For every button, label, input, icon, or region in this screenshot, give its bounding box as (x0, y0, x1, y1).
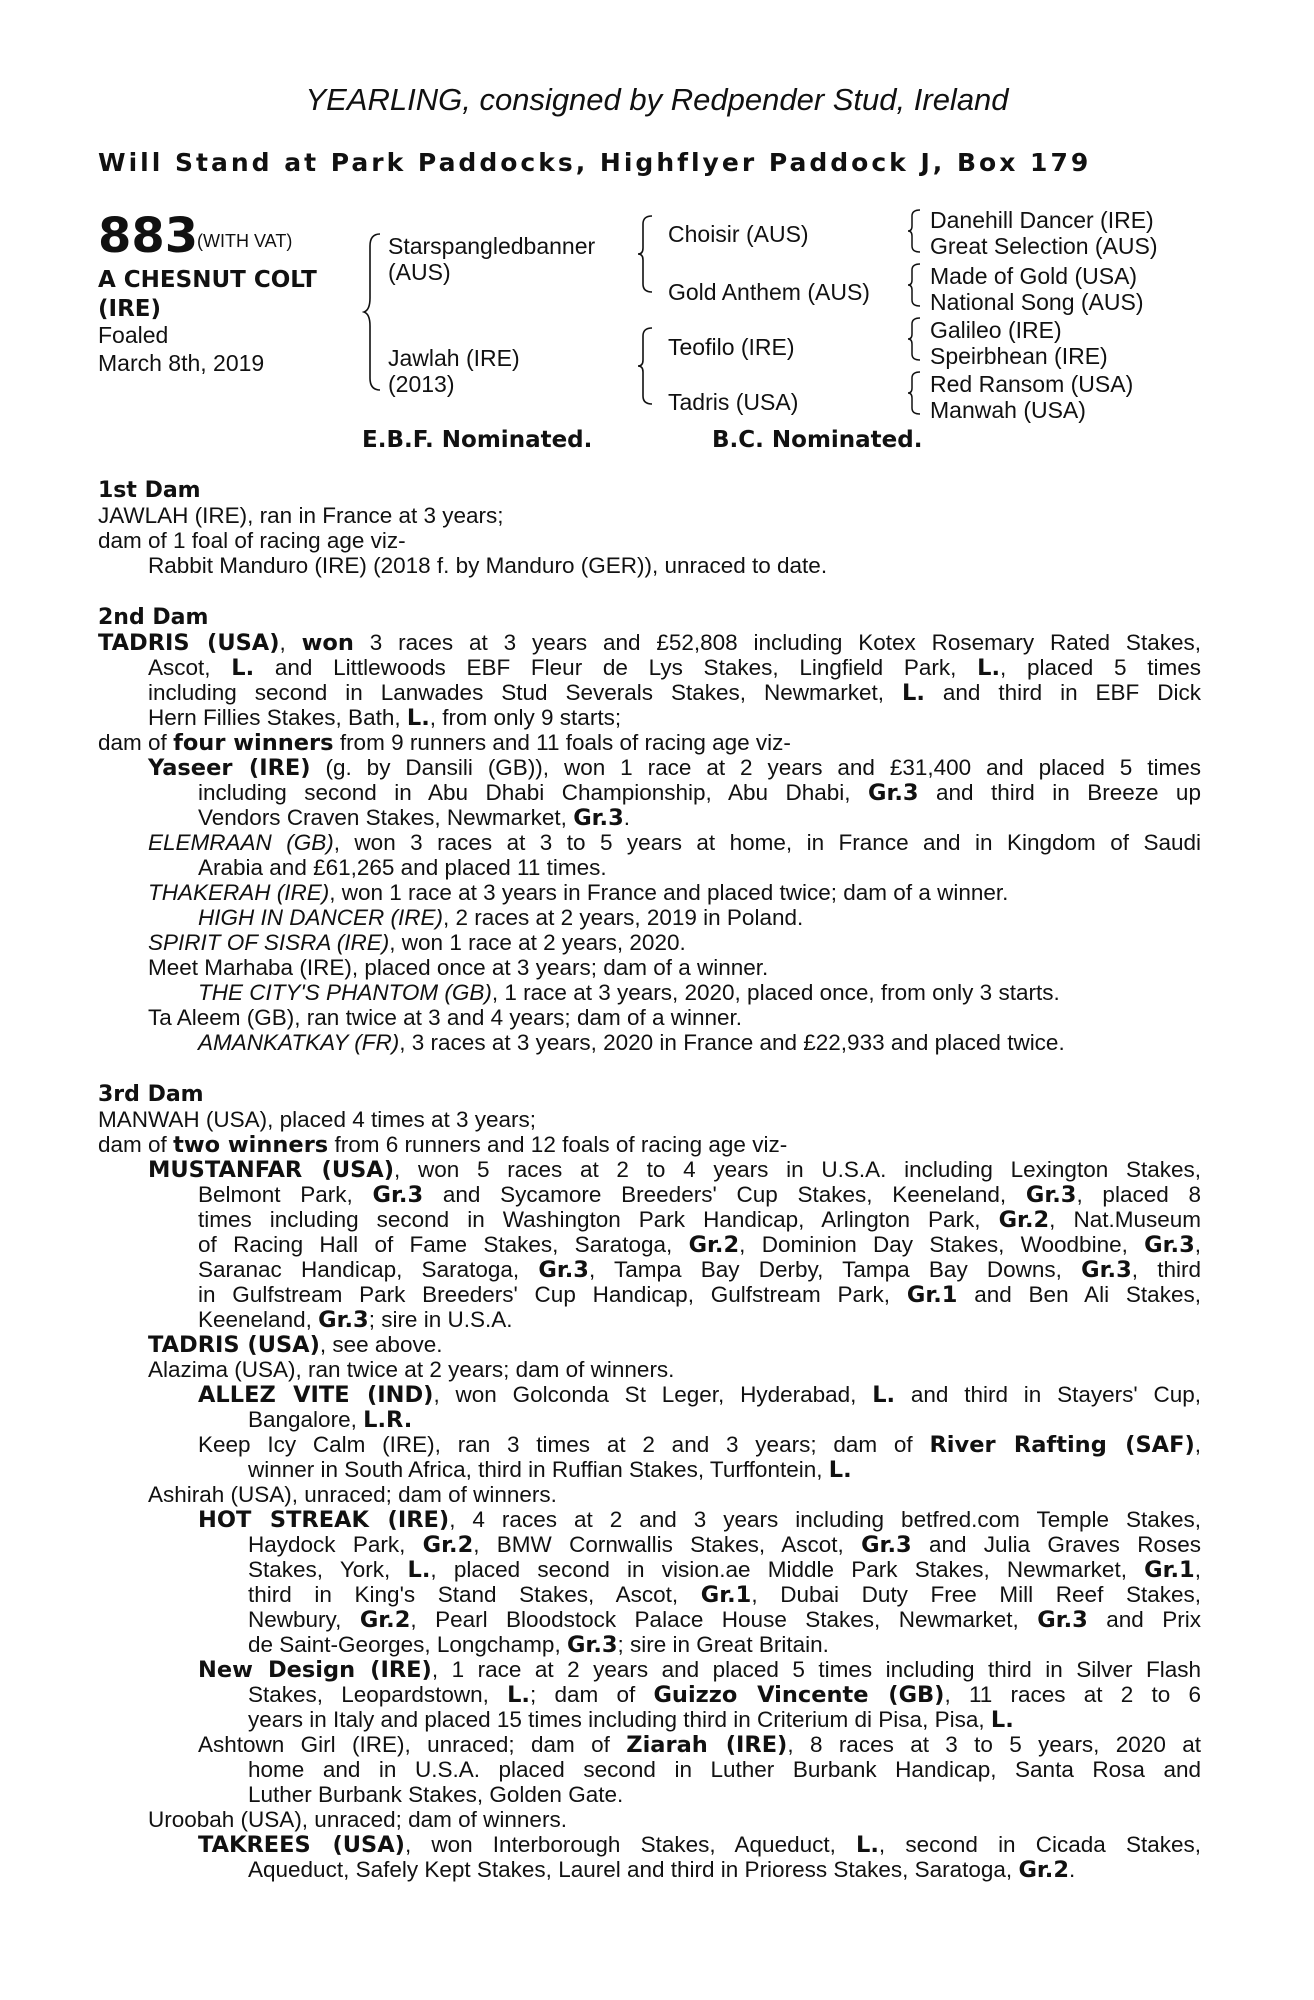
first-dam-heading: 1st Dam (98, 478, 201, 503)
text: , placed 5 times (1000, 655, 1201, 680)
produce-entry-cont (248, 1582, 1201, 1608)
text: 3 races at 3 years and £52,808 including Kotex Rosemary Rated Stakes, (369, 630, 1201, 655)
sire-name (388, 233, 595, 285)
third-dam-heading: 3rd Dam (98, 1082, 204, 1107)
produce-entry-cont: Luther Burbank Stakes, Golden Gate. (248, 1782, 624, 1807)
text: and Julia Graves Roses (928, 1532, 1201, 1557)
produce-entry: Ashirah (USA), unraced; dam of winners. (148, 1482, 557, 1507)
first-dam-produce: Rabbit Manduro (IRE) (2018 f. by Manduro (GER)), unraced to date. (148, 553, 828, 578)
produce-entry: Uroobah (USA), unraced; dam of winners. (148, 1807, 567, 1832)
grade: L. (231, 655, 255, 681)
lot-number: 883 (98, 208, 199, 264)
grade: Gr.3 (1025, 1182, 1077, 1208)
text: , Pearl Bloodstock Palace House Stakes, Newmarket, (410, 1607, 1019, 1632)
produce-entry (198, 1657, 1201, 1683)
text: Belmont Park, (198, 1182, 353, 1207)
winners-count: four winners (173, 730, 334, 756)
dam-name-line2: (2013) (388, 371, 455, 397)
horse-name: Yaseer (IRE) (148, 755, 311, 781)
grade: Gr.3 (1037, 1607, 1088, 1633)
great-grandsire-8: Manwah (USA) (930, 397, 1086, 423)
foaled-date: March 8th, 2019 (98, 350, 265, 376)
text: , won 1 race at 3 years in France and placed twice; dam of a winner. (329, 880, 1009, 905)
grade: Gr.2 (998, 1207, 1050, 1233)
text: Stakes, York, (248, 1557, 391, 1582)
text: Vendors Craven Stakes, Newmarket, (198, 805, 567, 830)
grade: Gr.2 (422, 1532, 474, 1558)
text: , won Interborough Stakes, Aqueduct, (404, 1832, 836, 1857)
grade: Gr.3 (372, 1182, 424, 1208)
sire-sire: Choisir (AUS) (668, 221, 809, 247)
horse-name: New Design (IRE) (198, 1657, 432, 1683)
horse-name: HIGH IN DANCER (IRE) (198, 905, 444, 930)
text: , 2 races at 2 years, 2019 in Poland. (443, 905, 804, 930)
great-grandsire-6: Speirbhean (IRE) (930, 343, 1108, 369)
grade: Gr.2 (359, 1607, 411, 1633)
text: . (623, 805, 631, 830)
text: de Saint-Georges, Longchamp, (248, 1632, 561, 1657)
produce-entry-cont (198, 1232, 1201, 1258)
pedigree-brace-1 (362, 232, 384, 392)
horse-name: MUSTANFAR (USA) (148, 1157, 394, 1183)
produce-entry (198, 1030, 1065, 1055)
grade: Gr.2 (688, 1232, 740, 1258)
horse-name: ALLEZ VITE (IND) (198, 1382, 434, 1408)
text: and third in EBF Dick (942, 680, 1202, 705)
text: dam of (98, 730, 167, 755)
dam-name-line1: Jawlah (IRE) (388, 345, 520, 371)
text: Aqueduct, Safely Kept Stakes, Laurel and third in Prioress Stakes, Saratoga, (248, 1857, 1013, 1882)
text: , Tampa Bay Derby, Tampa Bay Downs, (588, 1257, 1062, 1282)
text: , won 1 race at 2 years, 2020. (389, 930, 686, 955)
grade: L. (828, 1457, 852, 1483)
grade: Gr.1 (1144, 1557, 1195, 1583)
text: , from only 9 starts; (429, 705, 622, 730)
grade: L. (407, 1557, 431, 1583)
text: Newbury, (248, 1607, 342, 1632)
winners-count: two winners (173, 1132, 329, 1158)
text: , Dubai Duty Free Mill Reef Stakes, (751, 1582, 1201, 1607)
grade: L. (977, 655, 1000, 681)
produce-entry-cont (248, 1532, 1201, 1558)
text: years in Italy and placed 15 times including third in Criterium di Pisa, Pisa, (248, 1707, 985, 1732)
produce-entry-cont (248, 1707, 1014, 1733)
tadris-entry-line2 (148, 655, 1201, 681)
produce-entry (198, 980, 1060, 1005)
produce-entry-cont (248, 1682, 1201, 1708)
text: Ashtown Girl (IRE), unraced; dam of (198, 1732, 610, 1757)
produce-entry (148, 1332, 442, 1358)
text: Bangalore, (248, 1407, 357, 1432)
third-dam-line: MANWAH (USA), placed 4 times at 3 years; (98, 1107, 537, 1132)
grade: L. (902, 680, 925, 706)
stabling-location: Will Stand at Park Paddocks, Highflyer Paddock J, Box 179 (98, 148, 1092, 177)
dam-of-line (98, 1132, 787, 1158)
ebf-nominated: E.B.F. Nominated. (362, 427, 593, 453)
text: , 11 races at 2 to 6 (944, 1682, 1201, 1707)
text: , 1 race at 2 years and placed 5 times including third in Silver Flash (431, 1657, 1202, 1682)
produce-entry (198, 1382, 1201, 1408)
text: including second in Abu Dhabi Championship, Abu Dhabi, (198, 780, 851, 805)
produce-entry (148, 880, 1008, 905)
produce-entry (198, 1732, 1201, 1758)
text: Saranac Handicap, Saratoga, (198, 1257, 520, 1282)
grade: Gr.1 (906, 1282, 958, 1308)
horse-name: THAKERAH (IRE) (148, 880, 330, 905)
horse-name: ELEMRAAN (GB) (148, 830, 334, 855)
produce-entry (198, 1432, 1201, 1458)
produce-entry-cont (248, 1457, 852, 1483)
text: Stakes, Leopardstown, (248, 1682, 489, 1707)
text: , won 3 races at 3 to 5 years at home, in France and in Kingdom of Saudi (333, 830, 1201, 855)
grade: L.R. (363, 1407, 413, 1433)
horse-name: Ziarah (IRE) (626, 1732, 788, 1758)
text: and Littlewoods EBF Fleur de Lys Stakes, Lingfield Park, (274, 655, 957, 680)
text: and Ben Ali Stakes, (974, 1282, 1201, 1307)
text: and third in Stayers' Cup, (910, 1382, 1201, 1407)
great-grandsire-4: National Song (AUS) (930, 289, 1144, 315)
pedigree-brace-5 (906, 262, 924, 308)
produce-entry-cont (198, 805, 630, 831)
text: winner in South Africa, third in Ruffian Stakes, Turffontein, (248, 1457, 823, 1482)
grade: Gr.1 (700, 1582, 752, 1608)
grade: L. (406, 705, 430, 731)
text: Keeneland, (198, 1307, 312, 1332)
first-dam-line: dam of 1 foal of racing age viz- (98, 528, 406, 553)
produce-entry-cont: Arabia and £61,265 and placed 11 times. (198, 855, 607, 880)
horse-name: TADRIS (USA) (148, 1332, 320, 1358)
text: ; sire in U.S.A. (368, 1307, 513, 1332)
text: , won 5 races at 2 to 4 years in U.S.A. including Lexington Stakes, (394, 1157, 1201, 1182)
produce-entry (148, 930, 686, 955)
grade: Gr.3 (861, 1532, 912, 1558)
great-grandsire-3: Made of Gold (USA) (930, 263, 1138, 289)
text: including second in Lanwades Stud Severals Stakes, Newmarket, (148, 680, 885, 705)
text: Ascot, (148, 655, 211, 680)
text: and Prix (1106, 1607, 1201, 1632)
pedigree-brace-3 (636, 326, 656, 406)
horse-name: HOT STREAK (IRE) (198, 1507, 450, 1533)
text: , Nat.Museum (1049, 1207, 1201, 1232)
produce-entry-cont (248, 1407, 412, 1433)
text: , (1194, 1432, 1201, 1457)
text: , won Golconda St Leger, Hyderabad, (433, 1382, 857, 1407)
text: , third (1131, 1257, 1201, 1282)
grade: L. (856, 1832, 879, 1858)
great-grandsire-5: Galileo (IRE) (930, 317, 1062, 343)
text: ; dam of (529, 1682, 636, 1707)
produce-entry: Meet Marhaba (IRE), placed once at 3 years; dam of a winner. (148, 955, 769, 980)
pedigree-brace-6 (906, 316, 924, 362)
text: , Dominion Day Stakes, Woodbine, (739, 1232, 1128, 1257)
produce-entry (198, 905, 803, 930)
dam-dam: Tadris (USA) (668, 389, 799, 415)
foaled-label: Foaled (98, 322, 169, 348)
text: , 8 races at 3 to 5 years, 2020 at (787, 1732, 1201, 1757)
grade: Gr.3 (566, 1632, 618, 1658)
sire-name-line1: Starspangledbanner (388, 233, 596, 259)
tadris-entry-line1: TADRIS (USA), won 3 races at 3 years and £52,808 including Kotex Rosemary Rated Stakes, (98, 630, 1201, 656)
grade: L. (990, 1707, 1014, 1733)
horse-name: TADRIS (USA) (98, 630, 280, 656)
great-grandsire-2: Great Selection (AUS) (930, 233, 1158, 259)
tadris-entry-line3 (148, 680, 1201, 706)
pedigree-brace-2 (636, 214, 656, 294)
text: from 6 runners and 12 foals of racing age viz- (334, 1132, 788, 1157)
produce-entry (148, 755, 1201, 781)
produce-entry-cont (248, 1632, 829, 1658)
horse-name: Guizzo Vincente (GB) (653, 1682, 945, 1708)
text: and third in Breeze up (936, 780, 1201, 805)
produce-entry-cont: home and in U.S.A. placed second in Luther Burbank Handicap, Santa Rosa and (248, 1757, 1201, 1782)
sire-name-line2: (AUS) (388, 259, 451, 285)
horse-name: TAKREES (USA) (198, 1832, 405, 1858)
text: . (1069, 1857, 1076, 1882)
great-grandsire-1: Danehill Dancer (IRE) (930, 207, 1154, 233)
produce-entry-cont (198, 1282, 1201, 1308)
text: in Gulfstream Park Breeders' Cup Handicap, Gulfstream Park, (198, 1282, 891, 1307)
produce-entry-cont (248, 1607, 1201, 1633)
produce-entry (148, 1157, 1201, 1183)
produce-entry-cont (248, 1857, 1075, 1883)
text: , BMW Cornwallis Stakes, Ascot, (473, 1532, 844, 1557)
produce-entry-cont (248, 1557, 1201, 1583)
horse-name: AMANKATKAY (FR) (198, 1030, 400, 1055)
produce-entry (198, 1832, 1201, 1858)
grade: L. (872, 1382, 896, 1408)
text: (g. by Dansili (GB)), won 1 race at 2 years and £31,400 and placed 5 times (325, 755, 1201, 780)
text: , 1 race at 3 years, 2020, placed once, from only 3 starts. (491, 980, 1060, 1005)
produce-entry (148, 830, 1201, 855)
bc-nominated: B.C. Nominated. (712, 427, 923, 453)
text: , (1194, 1557, 1201, 1582)
grade: Gr.3 (573, 805, 624, 831)
lot-description-line1: A CHESNUT COLT (98, 267, 317, 293)
grade: L. (507, 1682, 530, 1708)
dam-sire: Teofilo (IRE) (668, 334, 795, 360)
text: , see above. (319, 1332, 443, 1357)
text: , 3 races at 3 years, 2020 in France and £22,933 and placed twice. (399, 1030, 1065, 1055)
grade: Gr.3 (1144, 1232, 1195, 1258)
sire-dam: Gold Anthem (AUS) (668, 279, 870, 305)
horse-name: SPIRIT OF SISRA (IRE) (148, 930, 390, 955)
text: from 9 runners and 11 foals of racing age viz- (339, 730, 791, 755)
horse-name: THE CITY'S PHANTOM (GB) (198, 980, 492, 1005)
horse-name: River Rafting (SAF) (929, 1432, 1195, 1458)
grade: Gr.3 (868, 780, 919, 806)
text: , second in Cicada Stakes, (878, 1832, 1201, 1857)
won-label: won (301, 630, 354, 656)
vat-note: (WITH VAT) (197, 231, 293, 251)
second-dam-heading: 2nd Dam (98, 605, 209, 630)
first-dam-line: JAWLAH (IRE), ran in France at 3 years; (98, 503, 504, 528)
text: Haydock Park, (248, 1532, 406, 1557)
dam-name (388, 345, 520, 397)
text: Keep Icy Calm (IRE), ran 3 times at 2 and 3 years; dam of (198, 1432, 913, 1457)
text: ; sire in Great Britain. (617, 1632, 829, 1657)
produce-entry-cont (198, 1307, 512, 1333)
text: , placed second in vision.ae Middle Park Stakes, Newmarket, (430, 1557, 1127, 1582)
produce-entry: Alazima (USA), ran twice at 2 years; dam of winners. (148, 1357, 675, 1382)
tadris-entry-line4 (148, 705, 621, 731)
text: times including second in Washington Park Handicap, Arlington Park, (198, 1207, 981, 1232)
text: third in King's Stand Stakes, Ascot, (248, 1582, 679, 1607)
text: and Sycamore Breeders' Cup Stakes, Keeneland, (442, 1182, 1007, 1207)
grade: Gr.3 (1081, 1257, 1132, 1283)
dam-of-line (98, 730, 791, 756)
produce-entry-cont (198, 780, 1201, 806)
text: of Racing Hall of Fame Stakes, Saratoga, (198, 1232, 673, 1257)
text: , placed 8 (1076, 1182, 1201, 1207)
pedigree-brace-4 (906, 208, 924, 254)
produce-entry-cont (198, 1257, 1201, 1283)
produce-entry: Ta Aleem (GB), ran twice at 3 and 4 years; dam of a winner. (148, 1005, 743, 1030)
great-grandsire-7: Red Ransom (USA) (930, 371, 1134, 397)
text: , 4 races at 2 and 3 years including betfred.com Temple Stakes, (449, 1507, 1201, 1532)
produce-entry (198, 1507, 1201, 1533)
grade: Gr.2 (1018, 1857, 1070, 1883)
grade: Gr.3 (318, 1307, 369, 1333)
pedigree-brace-7 (906, 370, 924, 416)
lot-description (98, 266, 360, 324)
text: , (1194, 1232, 1201, 1257)
produce-entry-cont (198, 1207, 1201, 1233)
produce-entry-cont (198, 1182, 1201, 1208)
text: Hern Fillies Stakes, Bath, (148, 705, 401, 730)
grade: Gr.3 (538, 1257, 589, 1283)
catalogue-title: YEARLING, consigned by Redpender Stud, Ireland (305, 82, 1009, 117)
text: dam of (98, 1132, 167, 1157)
lot-description-line2: (IRE) (98, 296, 162, 322)
